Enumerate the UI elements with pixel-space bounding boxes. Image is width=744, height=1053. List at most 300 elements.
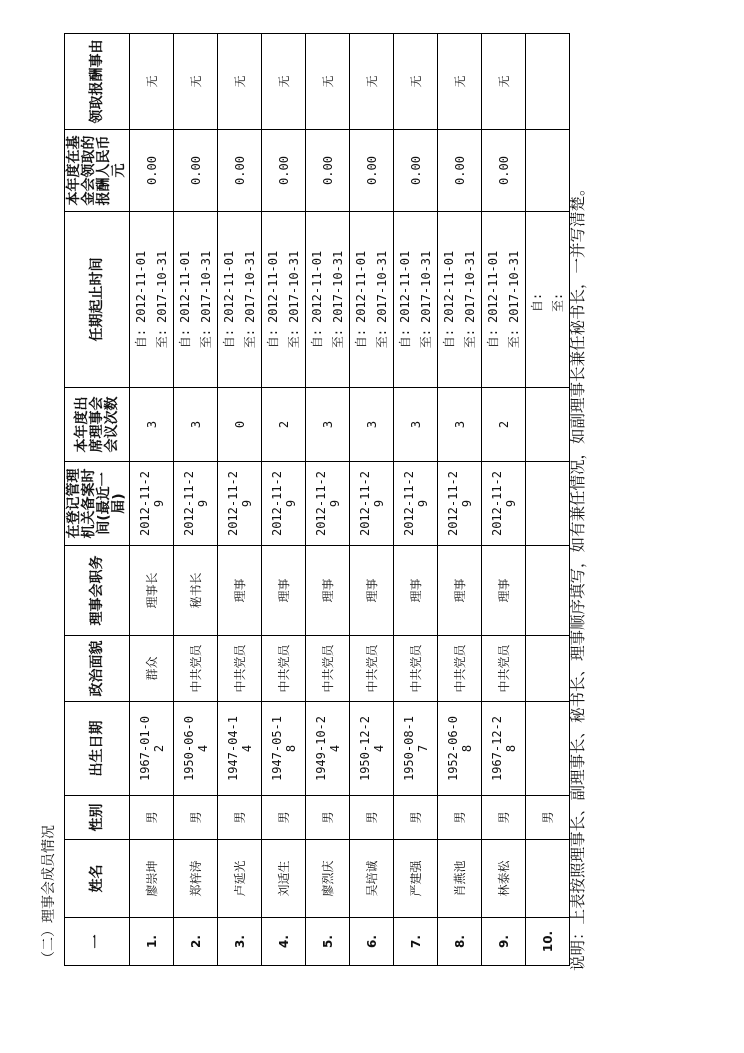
member-filing-date-text: 9 (503, 499, 518, 508)
member-name (218, 840, 262, 918)
member-filing-date-text: 9 (327, 499, 342, 508)
member-filing-date-text: 2012-11-2 (313, 470, 328, 537)
term-line (351, 214, 372, 385)
member-gender-text: 男 (540, 811, 555, 824)
member-filing-date-text: 2012-11-2 (269, 470, 284, 537)
member-filing-date (438, 462, 482, 546)
row-index (130, 918, 174, 966)
term-line (395, 214, 416, 385)
term-label: 自: (353, 329, 368, 349)
term-label: 至: (330, 329, 345, 349)
row-index-text: 1. (144, 935, 159, 948)
member-term (350, 212, 394, 388)
member-birth-date (526, 702, 570, 796)
term-label: 自: (133, 329, 148, 349)
term-date: 2012-11-01 (309, 250, 324, 324)
header-term: 任期起止时间 (65, 212, 130, 388)
member-birth-date-text: 4 (239, 744, 254, 753)
member-pay-text: 0.00 (188, 156, 203, 185)
member-pay-text: 0.00 (452, 156, 467, 185)
row-index (306, 918, 350, 966)
member-meetings (130, 388, 174, 462)
term-label: 至: (550, 292, 565, 313)
term-line (307, 214, 328, 385)
term-date: 2012-11-01 (397, 250, 412, 324)
member-term (262, 212, 306, 388)
member-filing-date (130, 462, 174, 546)
member-gender (130, 796, 174, 840)
term-line (196, 214, 217, 385)
term-date: 2017-10-31 (374, 250, 389, 324)
member-name (174, 840, 218, 918)
member-politics-text: 中共党员 (364, 644, 379, 693)
member-pay (526, 130, 570, 212)
row-index-text: 3. (232, 935, 247, 948)
member-pay-reason-text: 无 (232, 75, 247, 88)
row-index-text: 6. (364, 935, 379, 948)
member-meetings (218, 388, 262, 462)
member-pay (482, 130, 526, 212)
member-meetings (482, 388, 526, 462)
term-line (131, 214, 152, 385)
member-pay-reason-text: 无 (144, 75, 159, 88)
member-term (438, 212, 482, 388)
member-filing-date-text: 9 (195, 499, 210, 508)
member-gender-text: 男 (364, 811, 379, 824)
member-pay-reason-text: 无 (188, 75, 203, 88)
member-politics (130, 636, 174, 702)
member-pay-text: 0.00 (320, 156, 335, 185)
member-politics-text: 中共党员 (496, 644, 511, 693)
member-filing-date (218, 462, 262, 546)
member-politics (174, 636, 218, 702)
member-birth-date-text: 8 (503, 744, 518, 753)
member-meetings-text: 0 (232, 420, 247, 429)
member-pay-text: 0.00 (276, 156, 291, 185)
member-meetings (526, 388, 570, 462)
member-birth-date (306, 702, 350, 796)
member-position-text: 理事 (320, 578, 335, 603)
term-line (175, 214, 196, 385)
member-position (306, 546, 350, 636)
table-row (218, 34, 262, 966)
member-politics (438, 636, 482, 702)
table-row (130, 34, 174, 966)
member-pay-reason (262, 34, 306, 130)
term-label: 自: (529, 292, 544, 313)
member-term (130, 212, 174, 388)
term-line (219, 214, 240, 385)
term-line (152, 214, 173, 385)
member-pay-reason-text: 无 (364, 75, 379, 88)
member-name-text: 林泰松 (496, 860, 511, 897)
row-index (174, 918, 218, 966)
member-gender-text: 男 (276, 811, 291, 824)
member-gender-text: 男 (144, 811, 159, 824)
member-pay-reason (174, 34, 218, 130)
member-birth-date-text: 1952-06-0 (445, 715, 460, 782)
row-index-text: 4. (276, 935, 291, 948)
member-birth-date (394, 702, 438, 796)
member-meetings-text: 3 (408, 420, 423, 429)
row-index (482, 918, 526, 966)
member-pay-reason (350, 34, 394, 130)
member-meetings (438, 388, 482, 462)
section-title: （二）理事会成员情况 (41, 825, 57, 965)
term-label: 至: (374, 329, 389, 349)
member-politics-text: 中共党员 (232, 644, 247, 693)
member-name (526, 840, 570, 918)
term-label: 自: (441, 329, 456, 349)
term-label: 至: (154, 329, 169, 349)
member-filing-date-text: 2012-11-2 (181, 470, 196, 537)
member-gender-text: 男 (232, 811, 247, 824)
member-gender (526, 796, 570, 840)
member-politics (262, 636, 306, 702)
member-position-text: 理事 (452, 578, 467, 603)
header-position: 理事会职务 (65, 546, 130, 636)
member-birth-date-text: 4 (327, 744, 342, 753)
row-index (262, 918, 306, 966)
term-label: 至: (418, 329, 433, 349)
member-birth-date (262, 702, 306, 796)
member-name-text: 肖燕池 (452, 860, 467, 897)
member-birth-date-text: 4 (371, 744, 386, 753)
member-position (262, 546, 306, 636)
member-name-text: 吴培诚 (364, 860, 379, 897)
table-header-row (65, 34, 130, 966)
term-date: 2017-10-31 (286, 250, 301, 324)
term-label: 自: (265, 329, 280, 349)
member-name-text: 廖烈庆 (320, 860, 335, 897)
member-birth-date-text: 1967-01-0 (137, 715, 152, 782)
member-pay (218, 130, 262, 212)
member-position-text: 理事 (364, 578, 379, 603)
member-filing-date-text: 2012-11-2 (137, 470, 152, 537)
member-pay (438, 130, 482, 212)
table-row (350, 34, 394, 966)
member-filing-date (350, 462, 394, 546)
member-pay-reason (218, 34, 262, 130)
member-birth-date (482, 702, 526, 796)
member-term (218, 212, 262, 388)
term-label: 至: (462, 329, 477, 349)
header-reason: 领取报酬事由 (65, 34, 130, 130)
member-meetings (174, 388, 218, 462)
table-row (526, 34, 570, 966)
member-term (174, 212, 218, 388)
member-position-text: 理事长 (144, 572, 159, 609)
member-filing-date-text: 2012-11-2 (225, 470, 240, 537)
table-row (306, 34, 350, 966)
member-filing-date-text: 9 (239, 499, 254, 508)
member-filing-date-text: 9 (415, 499, 430, 508)
table-note: 说明：上表按照理事长、副理事长、秘书长、理事顺序填写，如有兼任情况，如副理事长兼任秘书长，一并写清楚。 (569, 180, 587, 971)
member-pay-reason-text: 无 (320, 75, 335, 88)
member-birth-date-text: 1949-10-2 (313, 715, 328, 782)
member-pay-reason-text: 无 (452, 75, 467, 88)
term-date: 2017-10-31 (506, 250, 521, 324)
member-position-text: 理事 (232, 578, 247, 603)
member-filing-date-text: 9 (151, 499, 166, 508)
term-label: 自: (309, 329, 324, 349)
term-line (460, 214, 481, 385)
member-gender-text: 男 (320, 811, 335, 824)
member-position (526, 546, 570, 636)
member-birth-date-text: 1947-04-1 (225, 715, 240, 782)
row-index (394, 918, 438, 966)
term-label: 至: (506, 329, 521, 349)
term-date: 2012-11-01 (133, 250, 148, 324)
member-name (262, 840, 306, 918)
row-index-text: 9. (496, 935, 511, 948)
member-pay-reason (482, 34, 526, 130)
member-filing-date-text: 9 (283, 499, 298, 508)
member-birth-date-text: 1950-08-1 (401, 715, 416, 782)
member-pay-reason-text: 无 (408, 75, 423, 88)
term-date: 2012-11-01 (265, 250, 280, 324)
term-line (483, 214, 504, 385)
member-gender-text: 男 (496, 811, 511, 824)
term-label: 自: (397, 329, 412, 349)
member-gender (394, 796, 438, 840)
member-pay-text: 0.00 (364, 156, 379, 185)
header-filing: 在登记管理机关备案时间(最近一届) (65, 462, 130, 546)
term-date: 2017-10-31 (198, 250, 213, 324)
member-birth-date (218, 702, 262, 796)
term-date: 2012-11-01 (441, 250, 456, 324)
member-gender-text: 男 (408, 811, 423, 824)
header-meetings: 本年度出席理事会会议次数 (65, 388, 130, 462)
member-birth-date-text: 1947-05-1 (269, 715, 284, 782)
member-politics-text: 中共党员 (320, 644, 335, 693)
member-pay-reason (526, 34, 570, 130)
header-politics: 政治面貌 (65, 636, 130, 702)
term-date: 2017-10-31 (242, 250, 257, 324)
term-line (284, 214, 305, 385)
term-label: 自: (485, 329, 500, 349)
row-index (526, 918, 570, 966)
term-line (328, 214, 349, 385)
term-date: 2012-11-01 (485, 250, 500, 324)
table-row (438, 34, 482, 966)
member-position (394, 546, 438, 636)
member-birth-date-text: 8 (283, 744, 298, 753)
term-line (504, 214, 525, 385)
term-label: 至: (242, 329, 257, 349)
member-pay-text: 0.00 (144, 156, 159, 185)
member-name (394, 840, 438, 918)
member-birth-date (350, 702, 394, 796)
header-birth: 出生日期 (65, 702, 130, 796)
term-date: 2017-10-31 (462, 250, 477, 324)
member-term (394, 212, 438, 388)
member-birth-date (438, 702, 482, 796)
member-pay-reason (394, 34, 438, 130)
member-politics-text: 中共党员 (408, 644, 423, 693)
member-position (130, 546, 174, 636)
row-index (438, 918, 482, 966)
member-name-text: 刘适生 (276, 860, 291, 897)
member-meetings (262, 388, 306, 462)
member-term (526, 212, 570, 388)
term-line (527, 214, 548, 385)
member-politics-text: 中共党员 (276, 644, 291, 693)
member-politics (218, 636, 262, 702)
term-date: 2017-10-31 (418, 250, 433, 324)
member-pay (262, 130, 306, 212)
member-gender (218, 796, 262, 840)
member-filing-date-text: 2012-11-2 (357, 470, 372, 537)
member-meetings-text: 2 (276, 420, 291, 429)
member-position-text: 秘书长 (188, 572, 203, 609)
member-birth-date (130, 702, 174, 796)
member-meetings-text: 3 (320, 420, 335, 429)
member-pay-text: 0.00 (232, 156, 247, 185)
header-name: 姓名 (65, 840, 130, 918)
term-date: 2017-10-31 (330, 250, 345, 324)
member-term (482, 212, 526, 388)
member-position-text: 理事 (276, 578, 291, 603)
member-position (174, 546, 218, 636)
member-position (350, 546, 394, 636)
row-index-text: 5. (320, 935, 335, 948)
header-index: 一 (65, 918, 130, 966)
member-birth-date-text: 1950-06-0 (181, 715, 196, 782)
term-line (372, 214, 393, 385)
term-date: 2012-11-01 (221, 250, 236, 324)
member-politics (306, 636, 350, 702)
member-pay (394, 130, 438, 212)
member-meetings-text: 2 (496, 420, 511, 429)
member-birth-date-text: 1967-12-2 (489, 715, 504, 782)
member-position-text: 理事 (496, 578, 511, 603)
member-position (482, 546, 526, 636)
table-row (262, 34, 306, 966)
member-name (482, 840, 526, 918)
member-politics (394, 636, 438, 702)
member-gender (438, 796, 482, 840)
member-pay-reason (130, 34, 174, 130)
header-pay: 本年度在基金会领取的报酬人民币元 (65, 130, 130, 212)
member-filing-date-text: 2012-11-2 (445, 470, 460, 537)
member-name (438, 840, 482, 918)
member-name (130, 840, 174, 918)
table-row (394, 34, 438, 966)
member-meetings (306, 388, 350, 462)
member-birth-date-text: 4 (195, 744, 210, 753)
term-date: 2017-10-31 (154, 250, 169, 324)
term-line (240, 214, 261, 385)
term-label: 自: (177, 329, 192, 349)
member-politics-text: 中共党员 (188, 644, 203, 693)
member-meetings-text: 3 (188, 420, 203, 429)
row-index-text: 10. (540, 930, 555, 953)
member-meetings-text: 3 (364, 420, 379, 429)
row-index-text: 2. (188, 935, 203, 948)
board-members-table (64, 33, 570, 966)
member-name-text: 卢延光 (232, 860, 247, 897)
member-filing-date-text: 9 (459, 499, 474, 508)
term-label: 自: (221, 329, 236, 349)
member-birth-date (174, 702, 218, 796)
term-label: 至: (198, 329, 213, 349)
term-date: 2012-11-01 (177, 250, 192, 324)
member-name-text: 郑梓涛 (188, 860, 203, 897)
member-pay-text: 0.00 (408, 156, 423, 185)
member-birth-date-text: 1950-12-2 (357, 715, 372, 782)
member-meetings-text: 3 (144, 420, 159, 429)
member-politics-text: 中共党员 (452, 644, 467, 693)
member-politics (526, 636, 570, 702)
member-pay (306, 130, 350, 212)
term-label: 至: (286, 329, 301, 349)
member-gender (482, 796, 526, 840)
member-filing-date-text: 9 (371, 499, 386, 508)
member-pay-reason-text: 无 (496, 75, 511, 88)
member-pay-reason (438, 34, 482, 130)
row-index-text: 8. (452, 935, 467, 948)
member-gender (262, 796, 306, 840)
member-term (306, 212, 350, 388)
member-name (350, 840, 394, 918)
member-politics (350, 636, 394, 702)
member-politics-text: 群众 (144, 656, 159, 681)
member-name (306, 840, 350, 918)
member-filing-date (306, 462, 350, 546)
term-line (416, 214, 437, 385)
member-gender-text: 男 (188, 811, 203, 824)
member-filing-date (482, 462, 526, 546)
member-meetings-text: 3 (452, 420, 467, 429)
row-index (350, 918, 394, 966)
member-filing-date (262, 462, 306, 546)
member-pay-text: 0.00 (496, 156, 511, 185)
member-gender (306, 796, 350, 840)
term-date: 2012-11-01 (353, 250, 368, 324)
table-row (174, 34, 218, 966)
member-name-text: 严建强 (408, 860, 423, 897)
member-birth-date-text: 8 (459, 744, 474, 753)
member-pay-reason (306, 34, 350, 130)
member-position-text: 理事 (408, 578, 423, 603)
member-pay (130, 130, 174, 212)
member-filing-date (174, 462, 218, 546)
member-gender (350, 796, 394, 840)
member-pay-reason-text: 无 (276, 75, 291, 88)
member-filing-date (526, 462, 570, 546)
table-row (482, 34, 526, 966)
term-line (439, 214, 460, 385)
member-birth-date-text: 7 (415, 744, 430, 753)
member-birth-date-text: 2 (151, 744, 166, 753)
member-position (218, 546, 262, 636)
member-pay (350, 130, 394, 212)
member-gender (174, 796, 218, 840)
member-filing-date (394, 462, 438, 546)
header-gender: 性别 (65, 796, 130, 840)
member-pay (174, 130, 218, 212)
term-line (263, 214, 284, 385)
member-gender-text: 男 (452, 811, 467, 824)
member-politics (482, 636, 526, 702)
row-index-text: 7. (408, 935, 423, 948)
member-filing-date-text: 2012-11-2 (489, 470, 504, 537)
member-meetings (394, 388, 438, 462)
member-filing-date-text: 2012-11-2 (401, 470, 416, 537)
member-meetings (350, 388, 394, 462)
member-position (438, 546, 482, 636)
